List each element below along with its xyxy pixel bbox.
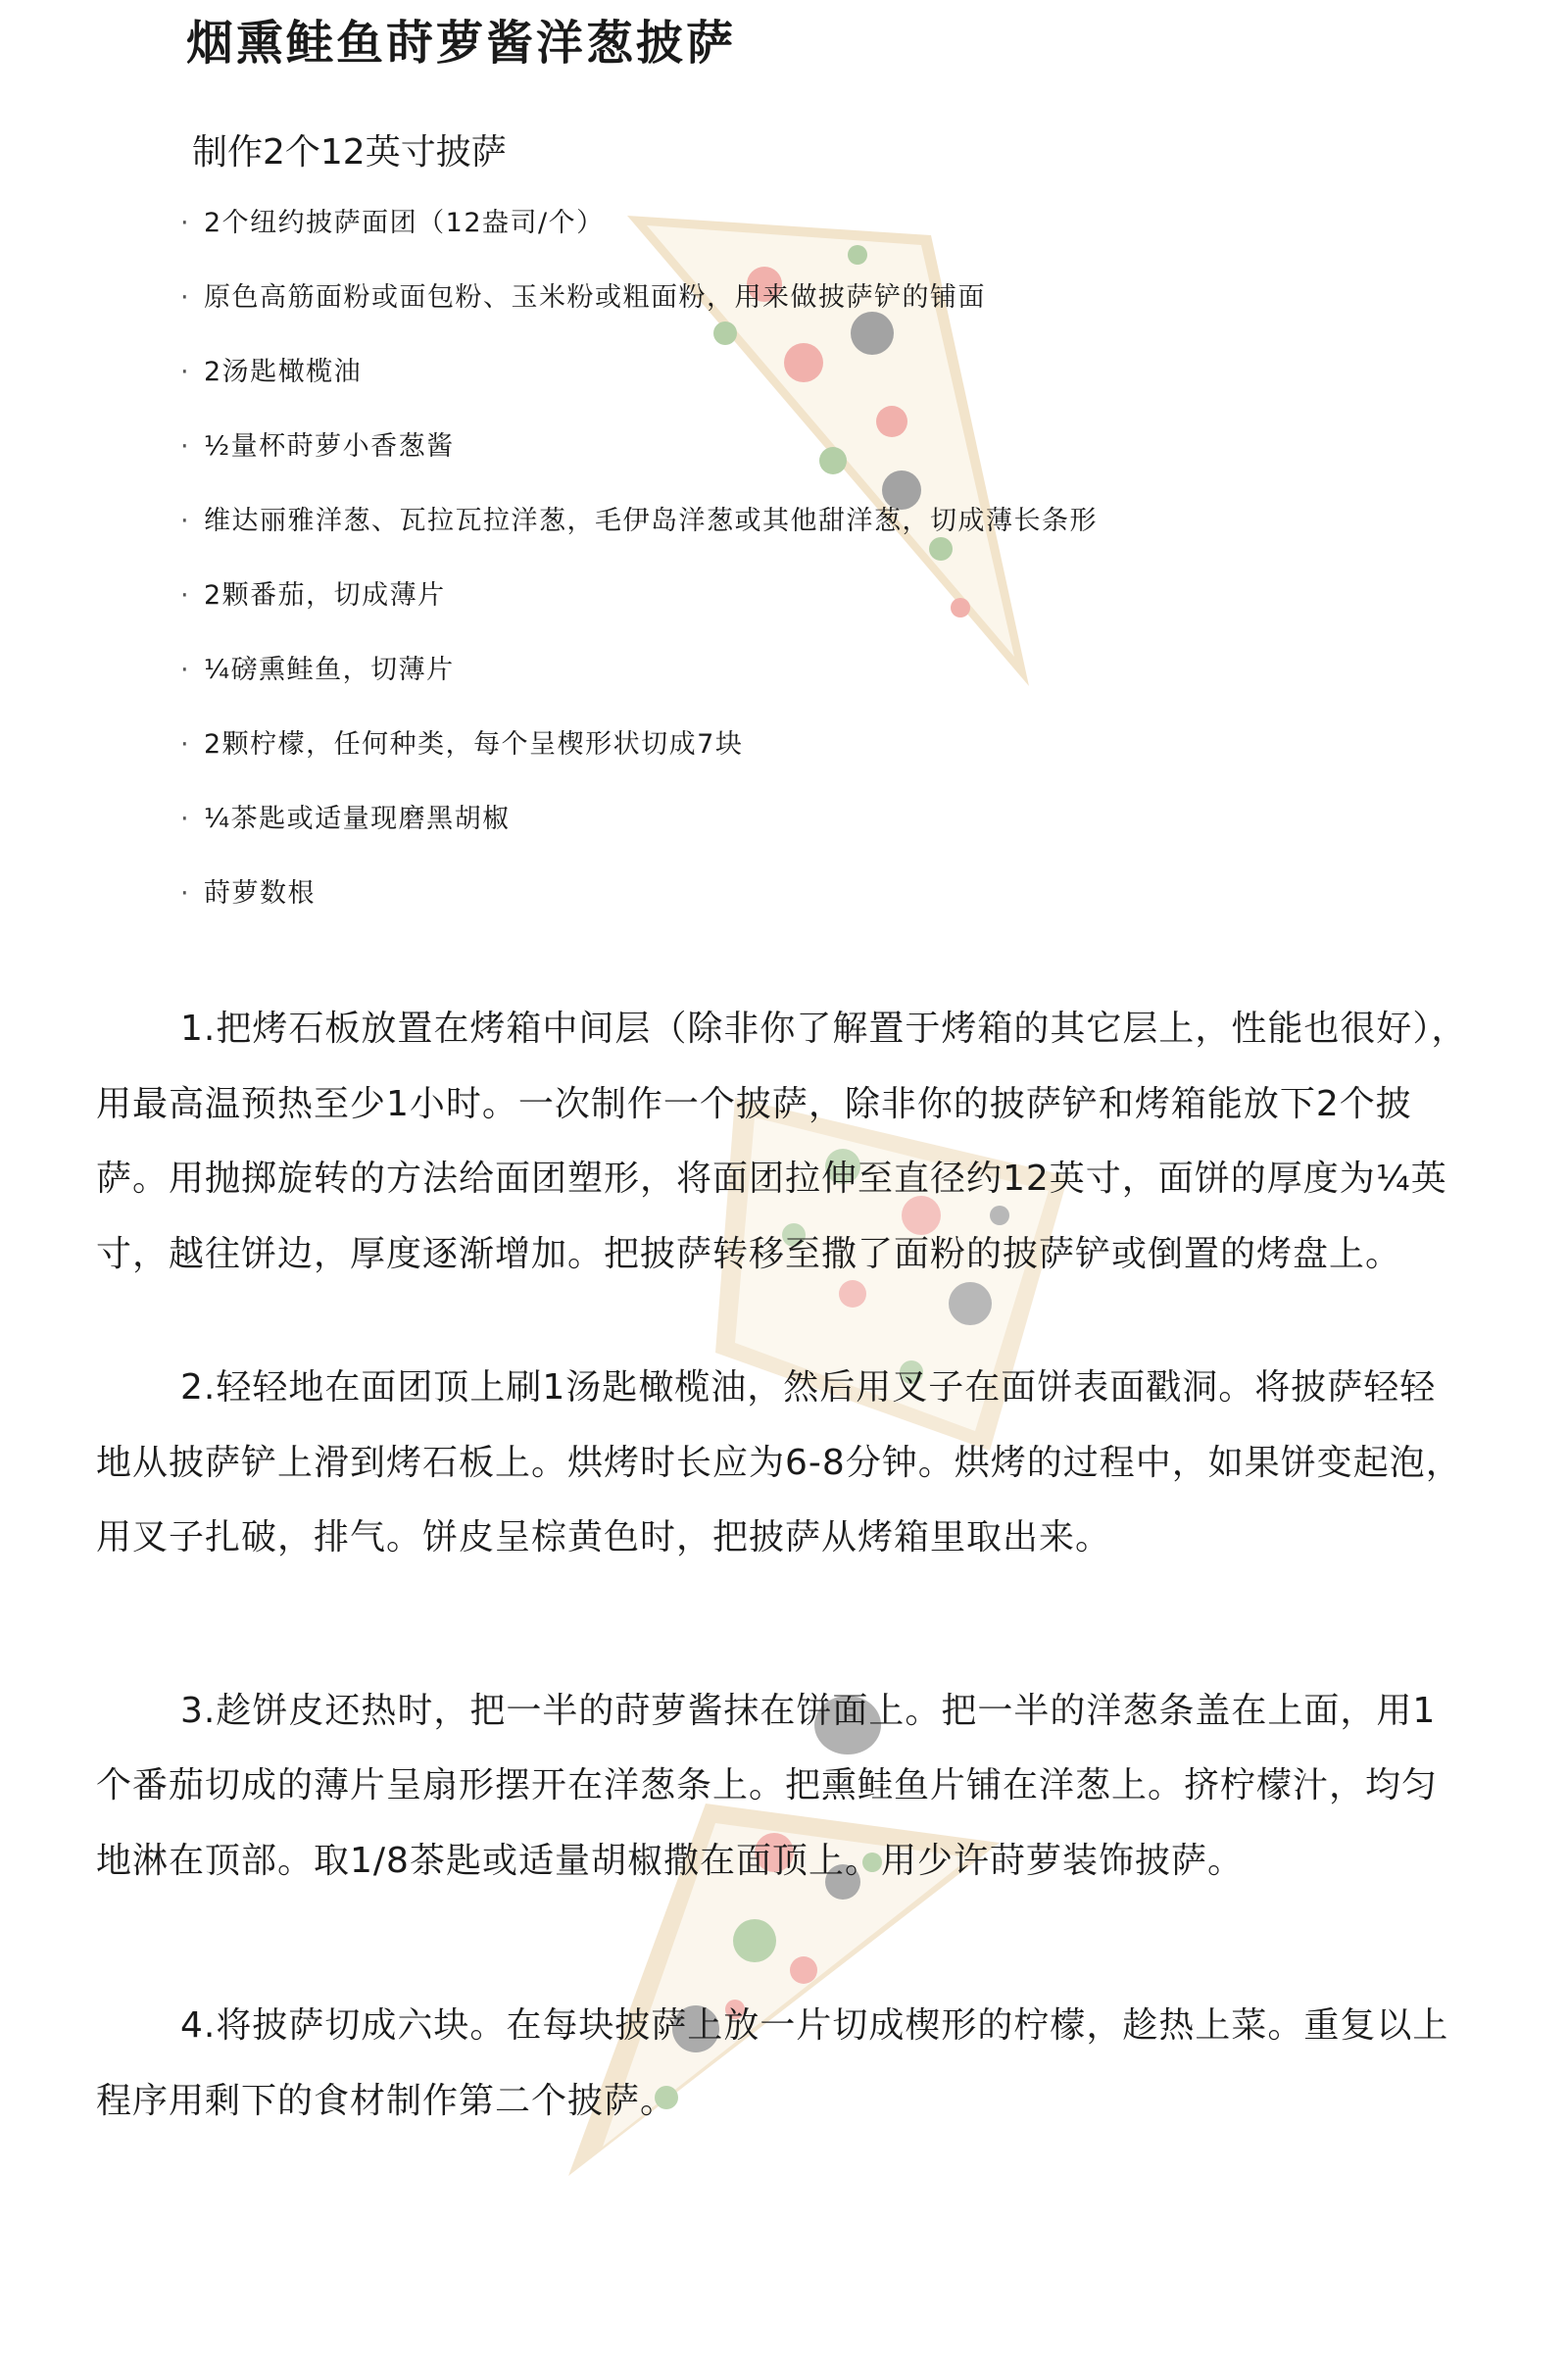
ingredient-text: ½量杯莳萝小香葱酱 xyxy=(204,431,455,462)
ingredient-text: 2颗番茄，切成薄片 xyxy=(204,580,446,611)
ingredient-item xyxy=(180,350,1098,424)
instruction-steps xyxy=(96,992,1468,2192)
ingredient-text: 2汤匙橄榄油 xyxy=(204,357,363,387)
bullet-icon: · xyxy=(180,804,191,834)
bullet-icon: · xyxy=(180,431,191,462)
ingredient-item xyxy=(180,722,1098,797)
ingredient-text: 维达丽雅洋葱、瓦拉瓦拉洋葱，毛伊岛洋葱或其他甜洋葱，切成薄长条形 xyxy=(204,506,1098,536)
bullet-icon: · xyxy=(180,208,191,238)
bullet-icon: · xyxy=(180,357,191,387)
ingredient-item xyxy=(180,201,1098,275)
ingredient-text: 莳萝数根 xyxy=(204,878,316,909)
bullet-icon: · xyxy=(180,506,191,536)
bullet-icon: · xyxy=(180,878,191,909)
bullet-icon: · xyxy=(180,282,191,313)
recipe-title: 烟熏鲑鱼莳萝酱洋葱披萨 xyxy=(186,16,737,71)
instruction-step-4: 4.将披萨切成六块。在每块披萨上放一片切成楔形的柠檬，趁热上菜。重复以上程序用剩下的食材制作第二个披萨。 xyxy=(96,2005,1449,2121)
ingredient-item xyxy=(180,424,1098,499)
ingredient-text: 原色高筋面粉或面包粉、玉米粉或粗面粉，用来做披萨铲的铺面 xyxy=(204,282,986,313)
ingredient-item xyxy=(180,275,1098,350)
ingredient-text: 2颗柠檬，任何种类，每个呈楔形状切成7块 xyxy=(204,729,744,760)
recipe-yield: 制作2个12英寸披萨 xyxy=(192,132,507,173)
ingredient-item xyxy=(180,648,1098,722)
ingredient-item xyxy=(180,573,1098,648)
instruction-step-1: 1.把烤石板放置在烤箱中间层（除非你了解置于烤箱的其它层上，性能也很好），用最高温预热至少1小时。一次制作一个披萨，除非你的披萨铲和烤箱能放下2个披萨。用抛掷旋转的方法给面团塑形，将面团拉伸至直径约12英寸，面饼的厚度为¼英寸，越往饼边，厚度逐渐增加。把披萨转移至撒了面粉的披萨铲或倒置的烤盘上。 xyxy=(96,1009,1468,1274)
bullet-icon: · xyxy=(180,655,191,685)
bullet-icon: · xyxy=(180,729,191,760)
instruction-step-3: 3.趁饼皮还热时，把一半的莳萝酱抹在饼面上。把一半的洋葱条盖在上面，用1个番茄切成的薄片呈扇形摆开在洋葱条上。把熏鲑鱼片铺在洋葱上。挤柠檬汁，均匀地淋在顶部。取1/8茶匙或适量胡椒撒在面顶上。用少许莳萝装饰披萨。 xyxy=(96,1690,1439,1881)
ingredient-text: 2个纽约披萨面团（12盎司/个） xyxy=(204,208,605,238)
ingredient-item xyxy=(180,797,1098,871)
ingredient-text: ¼磅熏鲑鱼，切薄片 xyxy=(204,655,455,685)
ingredient-text: ¼茶匙或适量现磨黑胡椒 xyxy=(204,804,511,834)
ingredient-item xyxy=(180,499,1098,573)
instruction-step-2: 2.轻轻地在面团顶上刷1汤匙橄榄油，然后用叉子在面饼表面戳洞。将披萨轻轻地从披萨铲上滑到烤石板上。烘烤时长应为6-8分钟。烘烤的过程中，如果饼变起泡，用叉子扎破，排气。饼皮呈棕黄色时，把披萨从烤箱里取出来。 xyxy=(96,1367,1462,1557)
ingredient-item xyxy=(180,871,1098,946)
ingredient-list xyxy=(180,201,1098,946)
bullet-icon: · xyxy=(180,580,191,611)
